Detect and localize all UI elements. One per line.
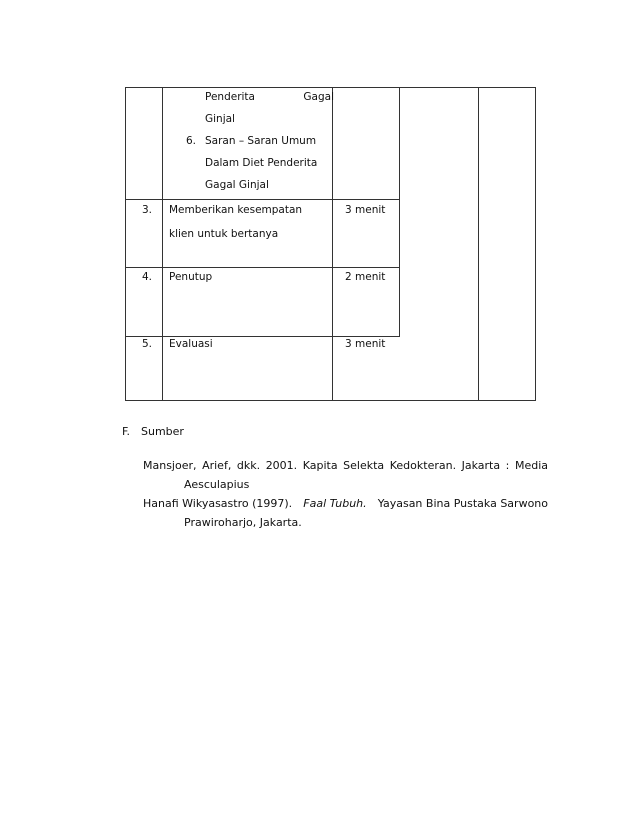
table-row-divider: [125, 336, 400, 337]
reference-entry: [143, 494, 548, 532]
reference-word: Selekta: [343, 459, 385, 472]
row-time: 3 menit: [345, 338, 386, 350]
section-title: Sumber: [141, 425, 184, 438]
table-row-divider: [125, 199, 400, 200]
row-time: 2 menit: [345, 271, 386, 283]
continuation-text: Ginjal: [205, 113, 235, 125]
row-number: 3.: [142, 204, 153, 216]
reference-author: Hanafi Wikyasastro (1997).: [143, 497, 293, 510]
table-border-bottom: [125, 400, 536, 401]
reference-word: Kapita: [302, 459, 338, 472]
row-number: 4.: [142, 271, 153, 283]
table-col-divider: [162, 87, 163, 401]
table-col-divider: [332, 87, 333, 401]
table-border-left: [125, 87, 126, 401]
table-border-top: [125, 87, 536, 88]
table-border-right: [535, 87, 536, 401]
reference-word: Mansjoer,: [143, 459, 197, 472]
section-heading: [122, 425, 184, 438]
row-activity: Memberikan kesempatan: [169, 204, 303, 216]
reference-word: 2001.: [265, 459, 298, 472]
activity-table: [125, 87, 536, 401]
reference-word: dkk.: [236, 459, 261, 472]
section-letter: F.: [122, 425, 131, 438]
reference-publisher: Yayasan Bina Pustaka Sarwono: [377, 497, 548, 510]
table-row-divider: [125, 267, 400, 268]
reference-word: :: [505, 459, 510, 472]
reference-word: Kedokteran.: [389, 459, 457, 472]
row-number: 5.: [142, 338, 153, 350]
reference-word: Jakarta: [461, 459, 501, 472]
continuation-line: [205, 91, 334, 104]
reference-entry: [143, 456, 548, 494]
item-text: Saran – Saran Umum: [205, 135, 317, 147]
table-col-divider: [399, 87, 400, 337]
row-time: 3 menit: [345, 204, 386, 216]
reference-line: [143, 456, 548, 475]
reference-word: Arief,: [202, 459, 232, 472]
row-activity: Evaluasi: [169, 338, 213, 350]
reference-line: Prawiroharjo, Jakarta.: [184, 516, 302, 529]
reference-line: [143, 494, 548, 513]
item-text: Gagal Ginjal: [205, 179, 269, 191]
row-activity: klien untuk bertanya: [169, 228, 279, 240]
reference-title: Faal Tubuh.: [303, 497, 367, 510]
continuation-text: Gagal: [303, 91, 334, 103]
table-col-divider: [478, 87, 479, 401]
item-text: Dalam Diet Penderita: [205, 157, 318, 169]
continuation-text: Penderita: [205, 91, 255, 103]
row-activity: Penutup: [169, 271, 213, 283]
reference-line: Aesculapius: [184, 478, 250, 491]
reference-word: Media: [514, 459, 548, 472]
item-number: 6.: [186, 135, 197, 147]
